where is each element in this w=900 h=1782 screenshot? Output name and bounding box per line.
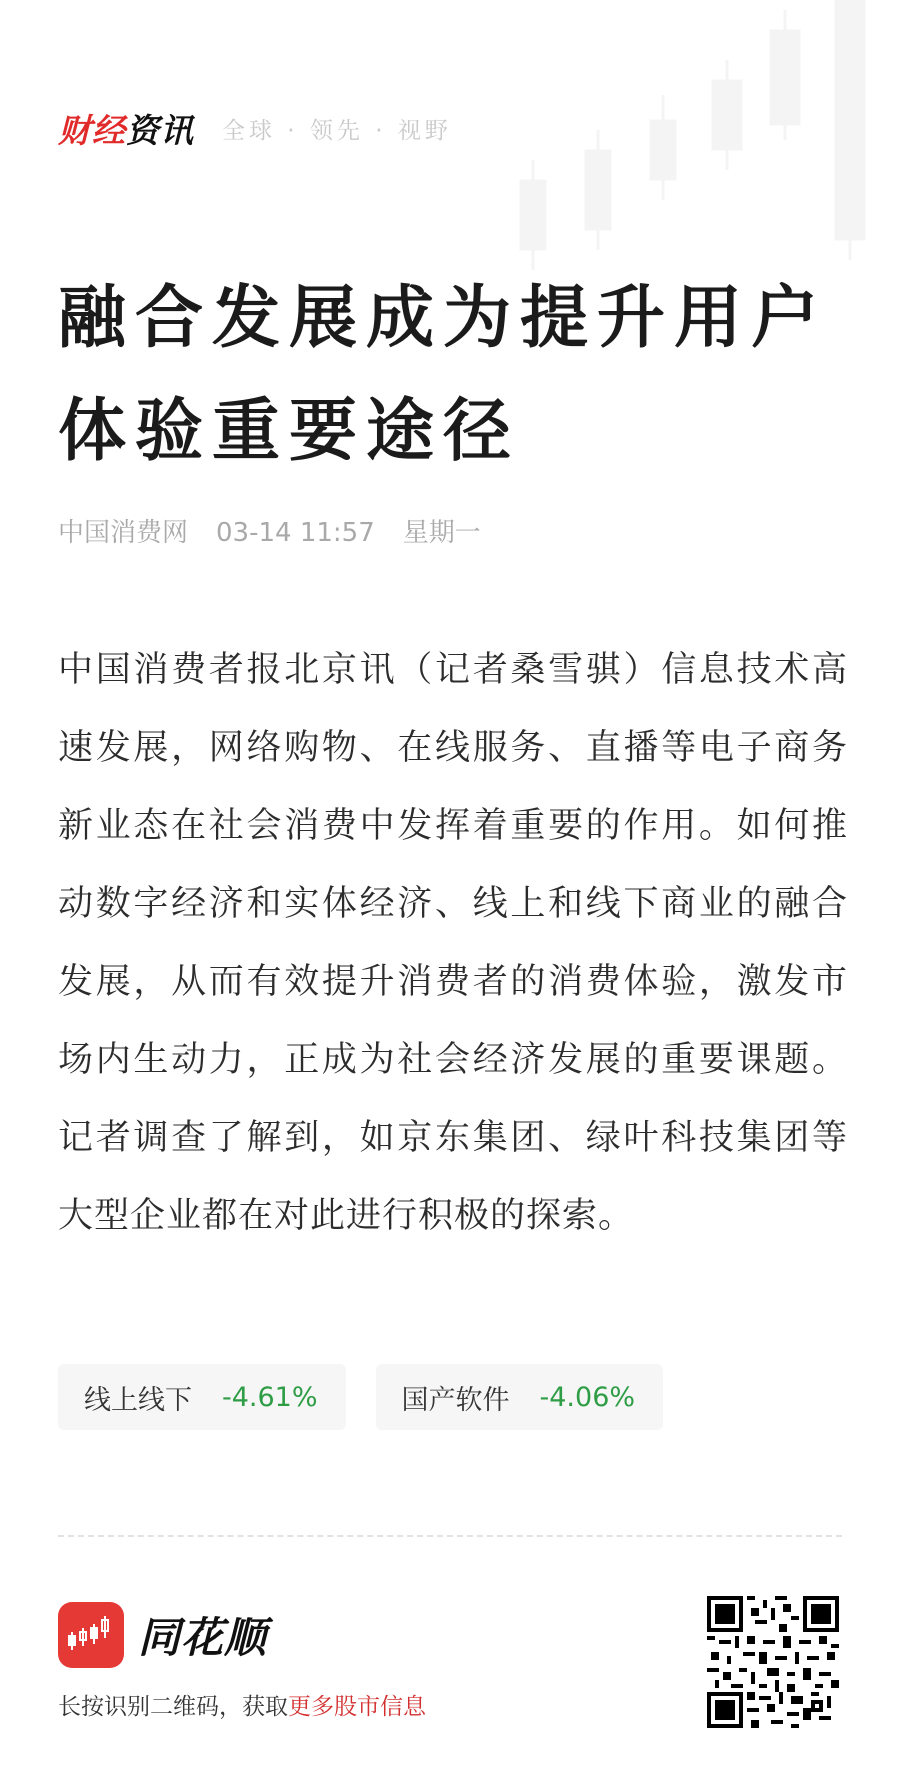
qr-hint (58, 1688, 426, 1721)
brand-header (58, 108, 452, 148)
article-datetime: 03-14 11:57 (216, 518, 375, 548)
sector-name: 国产软件 (401, 1384, 510, 1416)
brand-slogan: 全球 · 领先 · 视野 (222, 117, 452, 144)
article-weekday: 星期一 (402, 518, 481, 548)
article-body: 中国消费者报北京讯（记者桑雪骐）信息技术高速发展，网络购物、在线服务、直播等电子商务新业态在社会消费中发挥着重要的作用。如何推动数字经济和实体经济、线上和线下商业的融合发展，从而有效提升消费者的消费体验，激发市场内生动力，正成为社会经济发展的重要课题。记者调查了解到，如京东集团、绿叶科技集团等大型企业都在对此进行积极的探索。 (58, 650, 848, 1236)
brand-name-black: 资讯 (126, 110, 194, 150)
sector-tag[interactable] (58, 1364, 346, 1430)
article-title: 融合发展成为提升用户体验重要途径 (58, 279, 829, 471)
sector-tag[interactable] (376, 1364, 664, 1430)
qr-hint-highlight: 更多股市信息 (288, 1694, 426, 1720)
candlestick-app-icon (58, 1602, 124, 1668)
brand-logo-text (58, 105, 194, 152)
qr-hint-prefix: 长按识别二维码，获取 (58, 1694, 288, 1720)
app-name: 同花顺 (138, 1613, 268, 1662)
article-source: 中国消费网 (58, 518, 189, 548)
brand-name-red: 财经 (58, 110, 126, 150)
sector-change: -4.06% (539, 1381, 636, 1413)
related-sectors (58, 1364, 663, 1430)
app-logo (58, 1602, 267, 1668)
sector-change: -4.61% (222, 1381, 318, 1413)
qr-code[interactable] (707, 1596, 839, 1728)
article-meta (58, 516, 481, 550)
dashed-divider (58, 1535, 842, 1537)
sector-name: 线上线下 (84, 1384, 192, 1416)
